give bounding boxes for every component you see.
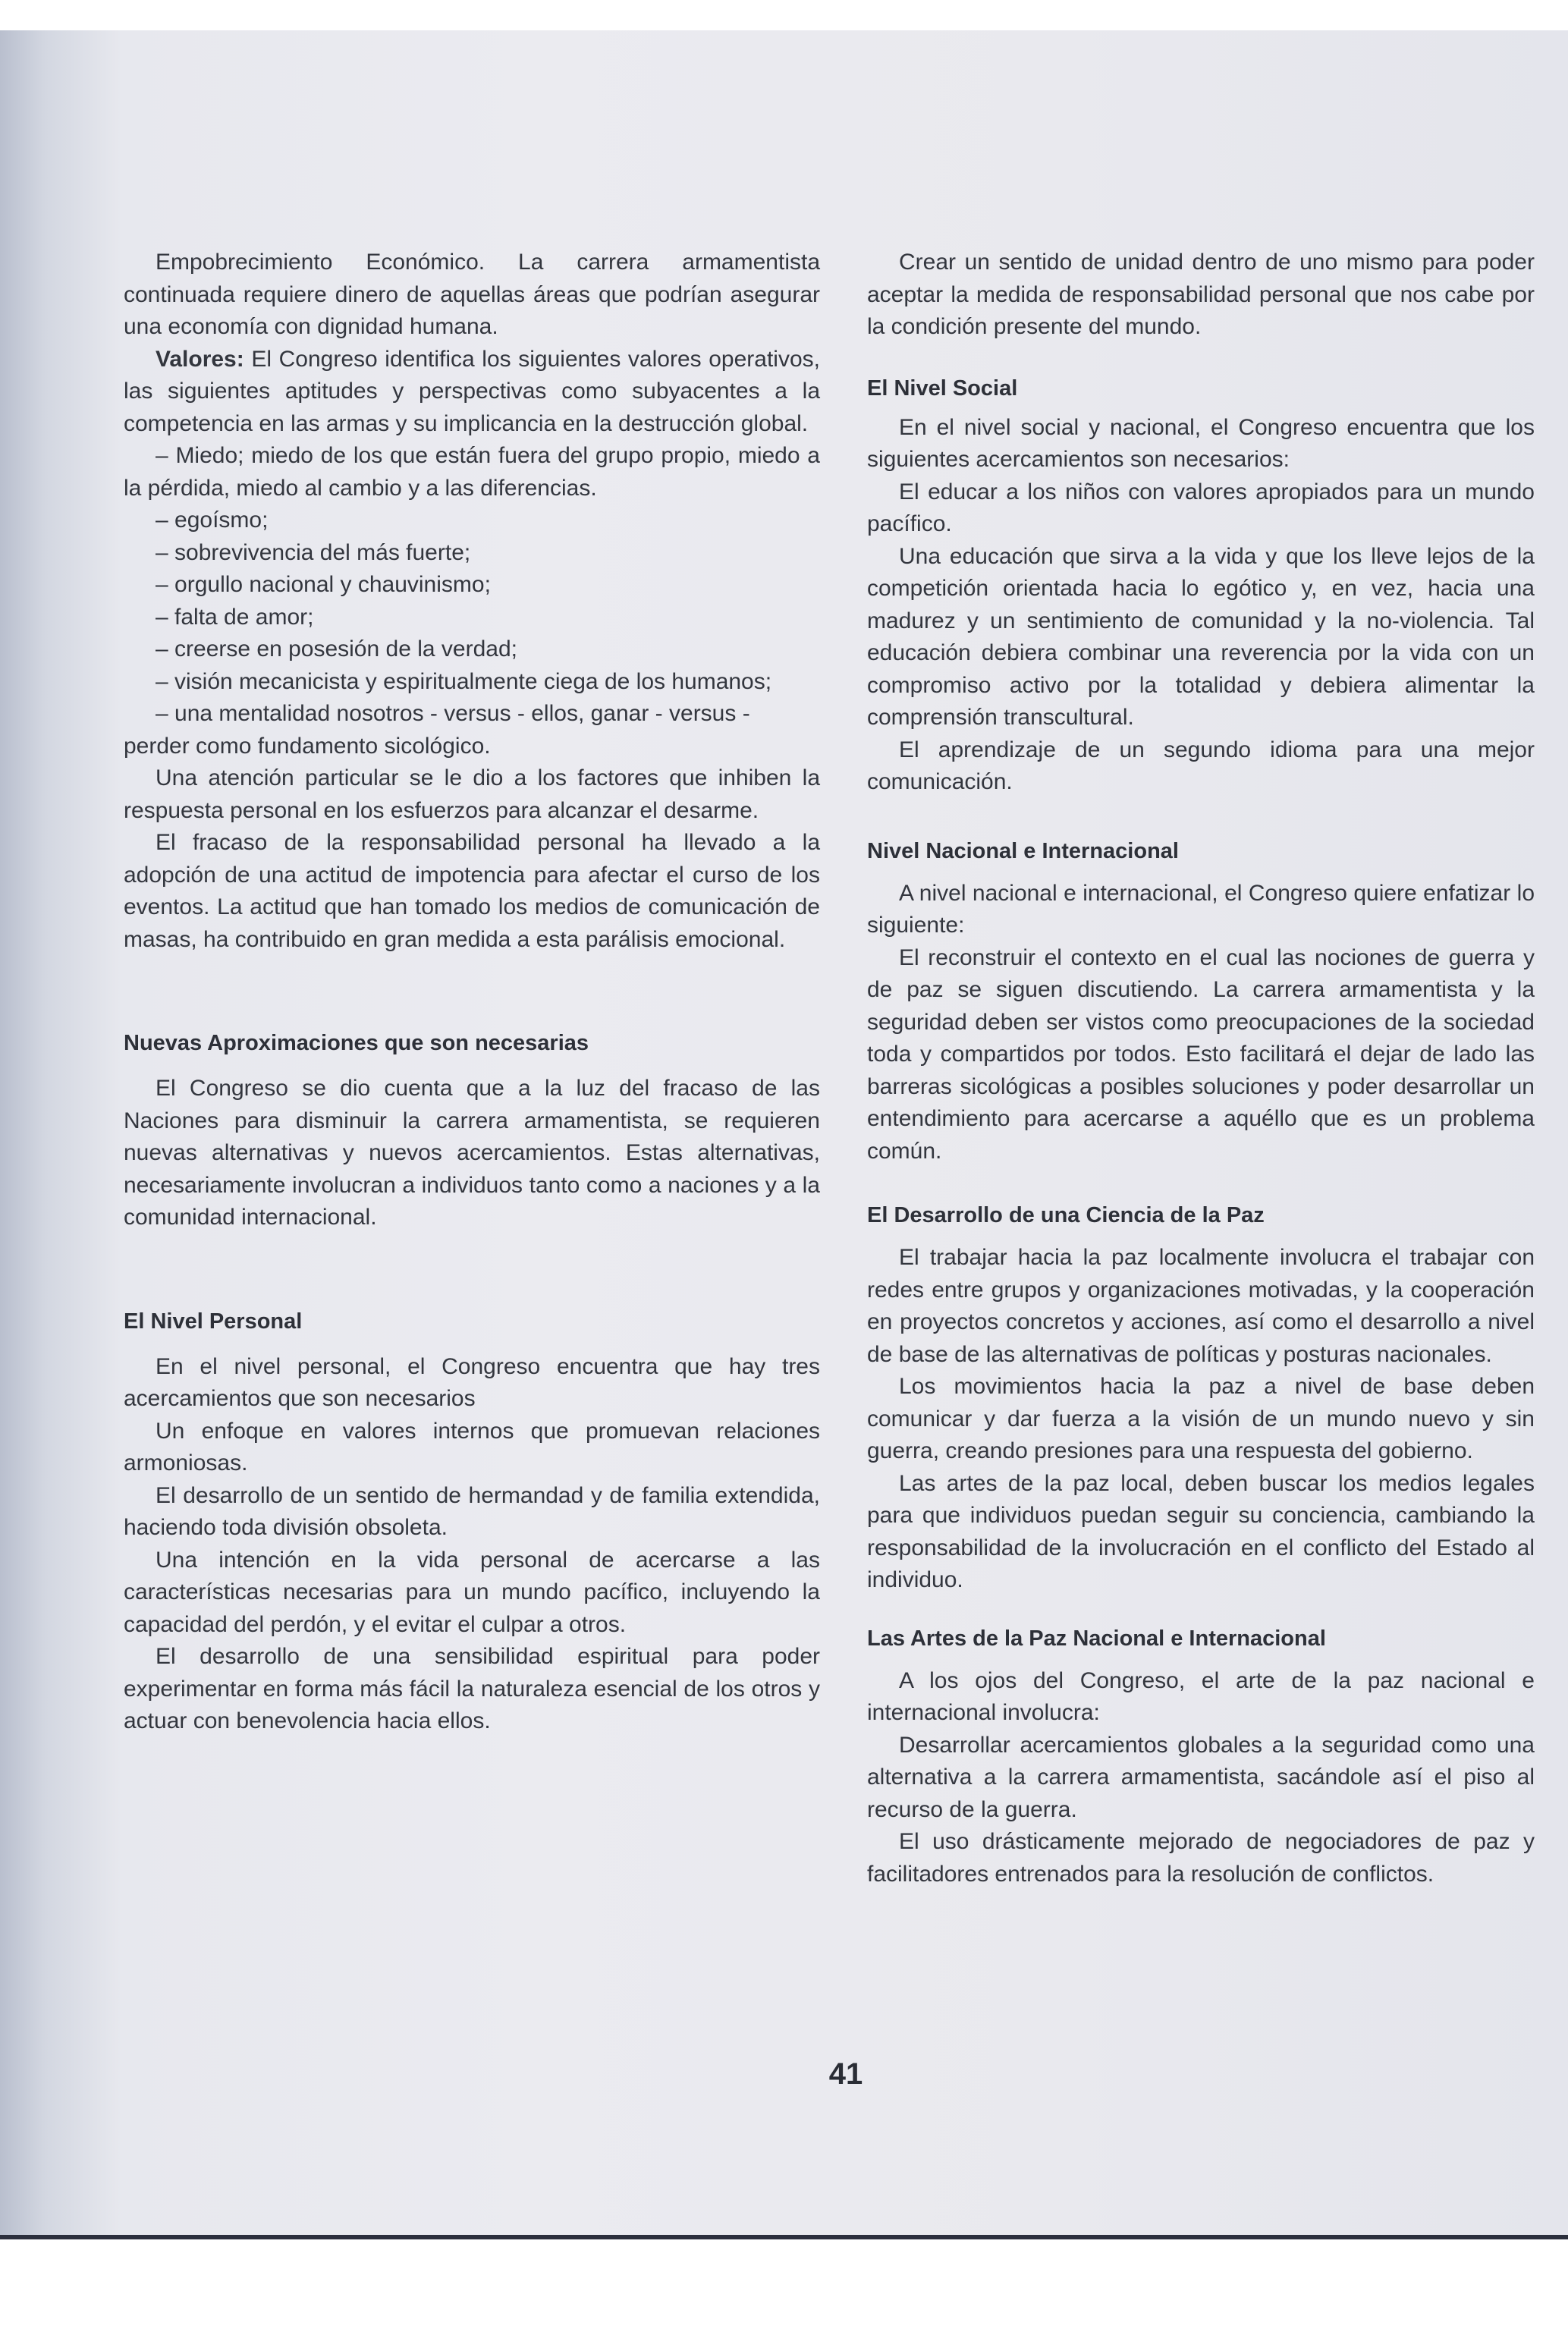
paragraph-social-3: Una educación que sirva a la vida y que los lleve lejos de la competición orientada hacia lo egótico y, en vez, hacia una madurez y un sentimiento de comunidad y la no-violencia. Tal educación debiera combinar una reverencia por la vida con un compromiso activo por la totalidad y debiera alimentar la comprensión transcultural. [867, 543, 1535, 730]
paragraph-personal-3: El desarrollo de un sentido de hermandad y de familia extendida, haciendo toda división obsoleta. [124, 1482, 820, 1540]
list-item: – una mentalidad nosotros - versus - ellos, ganar - versus - perder como fundamento sicológico. [124, 701, 750, 759]
paragraph-crear: Crear un sentido de unidad dentro de uno mismo para poder aceptar la medida de responsabilidad personal que nos cabe por la condición presente del mundo. [867, 250, 1535, 339]
left-column [124, 247, 820, 1738]
paragraph-personal-1: En el nivel personal, el Congreso encuentra que hay tres acercamientos que son necesarios [124, 1353, 820, 1411]
paragraph-nuevas: El Congreso se dio cuenta que a la luz del fracaso de las Naciones para disminuir la carrera armamentista, se requieren nuevas alternativas y nuevos acercamientos. Estas alternativas, necesariamente involucran a individuos tanto como a naciones y a la comunidad internacional. [124, 1076, 820, 1230]
values-list [124, 504, 820, 762]
list-item: – orgullo nacional y chauvinismo; [156, 572, 491, 597]
heading-artes-paz: Las Artes de la Paz Nacional e Internacional [867, 1626, 1326, 1651]
paragraph-personal-2: Un enfoque en valores internos que promuevan relaciones armoniosas. [124, 1418, 820, 1475]
paragraph-miedo: – Miedo; miedo de los que están fuera del grupo propio, miedo a la pérdida, miedo al cambio y a las diferencias. [124, 443, 820, 501]
heading-nivel-personal: El Nivel Personal [124, 1309, 303, 1334]
heading-nivel-nacional: Nivel Nacional e Internacional [867, 838, 1179, 863]
paragraph-atencion: Una atención particular se le dio a los factores que inhiben la respuesta personal en los esfuerzos para alcanzar el desarme. [124, 765, 820, 823]
list-item: – egoísmo; [156, 508, 269, 533]
paragraph-empobrecimiento: Empobrecimiento Económico. La carrera armamentista continuada requiere dinero de aquellas áreas que podrían asegurar una economía con dignidad humana. [124, 250, 820, 339]
paragraph-artes-3: El uso drásticamente mejorado de negociadores de paz y facilitadores entrenados para la resolución de conflictos. [867, 1829, 1535, 1887]
paragraph-ciencia-1: El trabajar hacia la paz localmente involucra el trabajar con redes entre grupos y organizaciones motivadas, y la cooperación en proyectos concretos y acciones, así como el desarrollo a nivel de base de las alternativas de políticas y posturas nacionales. [867, 1245, 1535, 1367]
scanned-page [0, 30, 1568, 2239]
valores-label: Valores: [156, 346, 244, 372]
page-number: 41 [828, 2057, 863, 2091]
list-item: – sobrevivencia del más fuerte; [156, 539, 471, 565]
paragraph-ciencia-3: Las artes de la paz local, deben buscar los medios legales para que individuos puedan seguir su conciencia, cambiando la responsabilidad de la involucración en el conflicto del Estado al individuo. [867, 1470, 1535, 1592]
heading-nivel-social: El Nivel Social [867, 376, 1018, 401]
heading-ciencia-paz: El Desarrollo de una Ciencia de la Paz [867, 1203, 1265, 1227]
paragraph-personal-4: Una intención en la vida personal de acercarse a las características necesarias para un mundo pacífico, incluyendo la capacidad del perdón, y el evitar el culpar a otros. [124, 1547, 820, 1637]
paragraph-nacional-2: El reconstruir el contexto en el cual las nociones de guerra y de paz se siguen discutiendo. La carrera armamentista y la seguridad deben ser vistos como preocupaciones de la sociedad toda y compartidos por todos. Esto facilitará el dejar de lado las barreras sicológicas a posibles soluciones y poder desarrollar un entendimiento para acercarse a aquéllo que es un problema común. [867, 944, 1535, 1164]
paragraph-valores [124, 344, 820, 441]
list-item: – falta de amor; [156, 604, 314, 630]
list-item: – visión mecanicista y espiritualmente ciega de los humanos; [156, 668, 772, 694]
paragraph-nacional-1: A nivel nacional e internacional, el Congreso quiere enfatizar lo siguiente: [867, 880, 1535, 938]
paragraph-artes-2: Desarrollar acercamientos globales a la seguridad como una alternativa a la carrera armamentista, sacándole así el piso al recurso de la guerra. [867, 1732, 1535, 1822]
list-item: – creerse en posesión de la verdad; [156, 636, 517, 662]
paragraph-fracaso: El fracaso de la responsabilidad personal ha llevado a la adopción de una actitud de impotencia para afectar el curso de los eventos. La actitud que han tomado los medios de comunicación de masas, ha contribuido en gran medida a esta parálisis emocional. [124, 830, 820, 952]
paragraph-social-2: El educar a los niños con valores apropiados para un mundo pacífico. [867, 479, 1535, 536]
valores-text: El Congreso identifica los siguientes valores operativos, las siguientes aptitudes y perspectivas como subyacentes a la competencia en las armas y su implicancia en la destrucción global. [124, 346, 820, 436]
paragraph-personal-5: El desarrollo de una sensibilidad espiritual para poder experimentar en forma más fácil la naturaleza esencial de los otros y actuar con benevolencia hacia ellos. [124, 1644, 820, 1733]
right-column [867, 247, 1535, 1890]
paragraph-ciencia-2: Los movimientos hacia la paz a nivel de base deben comunicar y dar fuerza a la visión de un mundo nuevo y sin guerra, creando presiones para una respuesta del gobierno. [867, 1374, 1535, 1463]
paragraph-artes-1: A los ojos del Congreso, el arte de la paz nacional e internacional involucra: [867, 1667, 1535, 1725]
paragraph-social-4: El aprendizaje de un segundo idioma para una mejor comunicación. [867, 737, 1535, 794]
heading-nuevas-aproximaciones: Nuevas Aproximaciones que son necesarias [124, 1031, 589, 1055]
paragraph-social-1: En el nivel social y nacional, el Congreso encuentra que los siguientes acercamientos son necesarios: [867, 414, 1535, 472]
